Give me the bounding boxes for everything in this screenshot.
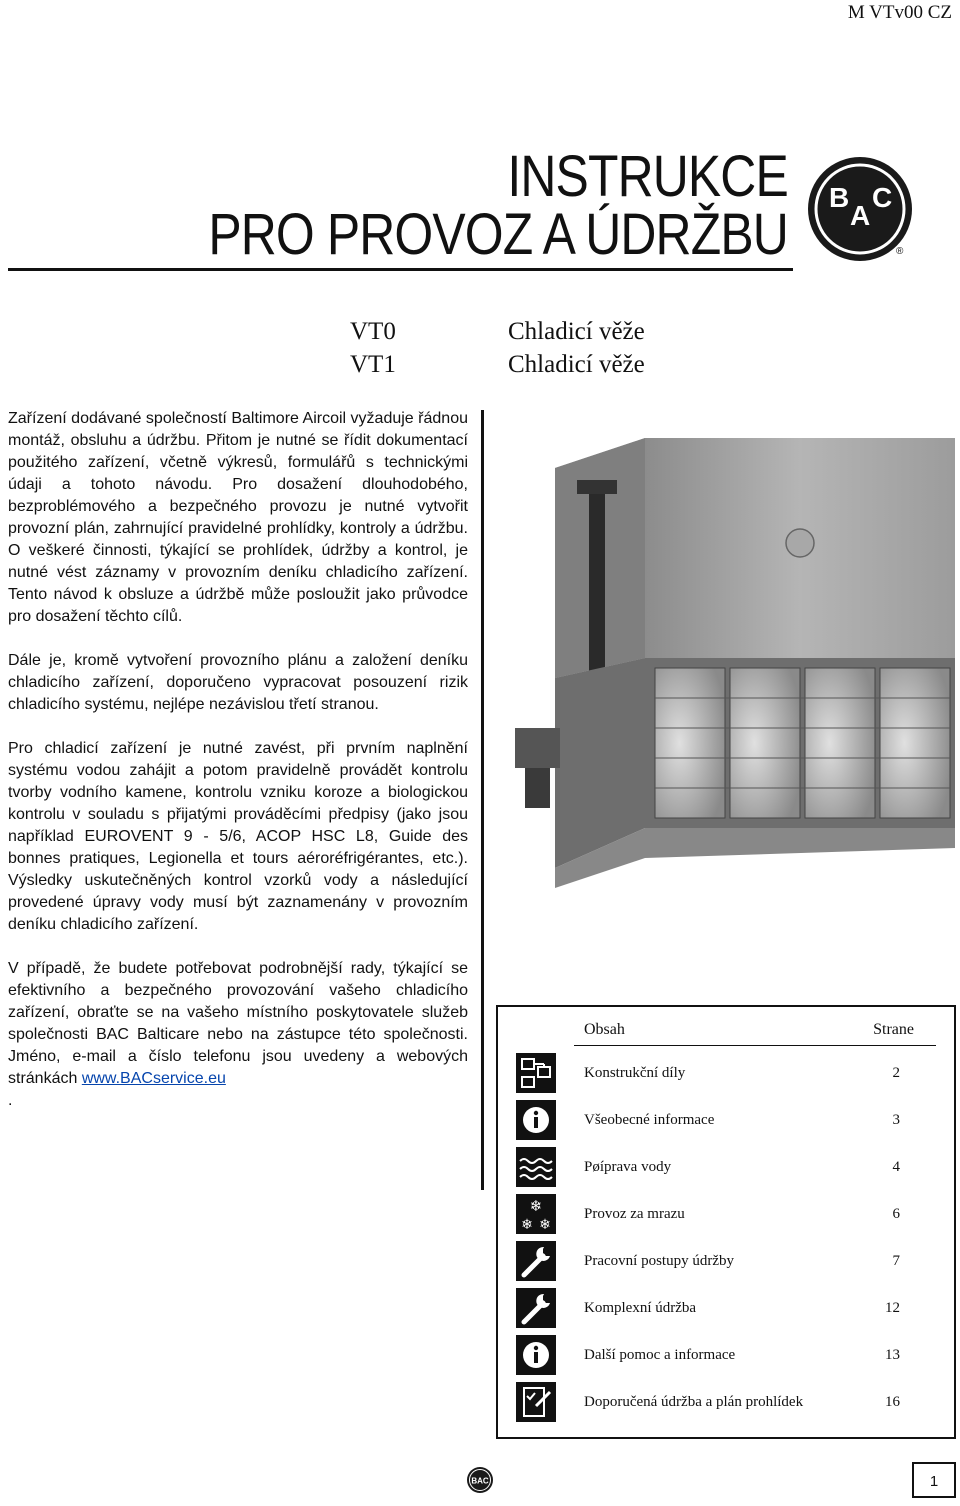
registered-mark: ®: [896, 246, 904, 257]
column-divider: [481, 410, 484, 1190]
contact-text: V případě, že budete potřebovat podrobnější rady, týkající se efektivního a bezpečného provozování vašeho chladicího zařízení, obraťte se na vašeho místního poskytovatele služeb společnosti BAC Balticare nebo na zástupce této společnosti. Jméno, e-mail a číslo telefonu jsou uvedeny a webových stránkách: [8, 960, 468, 1087]
toc-item-label: Doporučená údržba a plán prohlídek: [584, 1394, 804, 1410]
checklist-icon: [516, 1382, 556, 1422]
toc-item[interactable]: [516, 1288, 936, 1328]
svg-text:❄: ❄: [529, 1197, 543, 1215]
model-name: Chladicí věže: [508, 318, 645, 345]
paragraph-2: Dále je, kromě vytvoření provozního plánu a založení deníku chladicího zařízení, doporučeno vypracovat posouzení rizik chladicího systému, nejlépe nezávislou třetí stranou.: [8, 652, 468, 713]
toc-item-page: 16: [885, 1394, 900, 1410]
toc-item[interactable]: [516, 1147, 936, 1187]
wrench-icon: [516, 1288, 556, 1328]
svg-text:BAC: BAC: [471, 1476, 489, 1486]
model-row: [350, 315, 645, 348]
title-divider: [8, 268, 793, 271]
svg-text:C: C: [872, 182, 893, 213]
toc-item-label: Další pomoc a informace: [584, 1347, 736, 1363]
toc-item-page: 13: [885, 1347, 900, 1363]
model-row: [350, 348, 645, 381]
toc-item-page: 6: [892, 1206, 900, 1222]
toc-item[interactable]: [516, 1382, 936, 1422]
table-of-contents: [496, 1005, 956, 1439]
toc-item-page: 3: [892, 1112, 900, 1128]
svg-text:❄: ❄: [521, 1217, 533, 1233]
toc-item-page: 7: [892, 1253, 900, 1269]
water-waves-icon: [516, 1147, 556, 1187]
toc-item[interactable]: [516, 1100, 936, 1140]
toc-item-label: Provoz za mrazu: [584, 1206, 685, 1222]
toc-item-label: Pracovní postupy údržby: [584, 1253, 734, 1269]
contact-tail: .: [8, 1092, 13, 1109]
toc-item-page: 2: [892, 1065, 900, 1081]
paragraph-contact: [8, 958, 468, 1112]
page-title: [208, 144, 788, 267]
title-line-1: INSTRUKCE: [507, 144, 788, 209]
components-diagram-icon: [516, 1053, 556, 1093]
info-icon: [516, 1100, 556, 1140]
svg-text:❄: ❄: [539, 1217, 551, 1233]
toc-item[interactable]: [516, 1335, 936, 1375]
title-line-2: PRO PROVOZ A ÚDRŽBU: [208, 202, 788, 267]
document-code: M VTv00 CZ: [847, 2, 952, 23]
intro-text: [8, 408, 468, 1134]
toc-item-page: 4: [892, 1159, 900, 1175]
toc-divider: [574, 1045, 936, 1046]
toc-item-label: Konstrukční díly: [584, 1065, 686, 1081]
model-code: VT1: [350, 351, 396, 378]
toc-item[interactable]: [516, 1053, 936, 1093]
svg-text:A: A: [850, 200, 871, 231]
toc-item-page: 12: [885, 1300, 900, 1316]
info-icon: [516, 1335, 556, 1375]
wrench-icon: [516, 1241, 556, 1281]
model-name: Chladicí věže: [508, 351, 645, 378]
footer-bac-logo-icon: [466, 1466, 494, 1494]
toc-item[interactable]: [516, 1194, 936, 1234]
toc-item[interactable]: [516, 1241, 936, 1281]
toc-item-label: Všeobecné informace: [584, 1112, 715, 1128]
cooling-tower-photo: [515, 428, 955, 908]
model-list: [350, 315, 645, 381]
svg-text:B: B: [829, 182, 850, 213]
bacservice-link[interactable]: www.BACservice.eu: [81, 1070, 226, 1087]
page-number: 1: [912, 1462, 956, 1498]
toc-page-heading: Strane: [873, 1021, 914, 1038]
paragraph-3: Pro chladicí zařízení je nutné zavést, při prvním naplnění systému vodou zahájit a potom pravidelně provádět kontrolu tvorby vodního kamene, kontrolu vzniku koroze a biologickou kontrolu v souladu s přijatými prováděcími předpisy (jako jsou například EUROVENT 9 - 5/6, ACOP HSC L8, Guide des bonnes pratiques, Legionella et tours aéroréfrigérantes, etc.). Výsledky uskutečněných kontrol vzorků vody a následující provedené úpravy vody musí být zaznamenány v provozním deníku chladicího zařízení.: [8, 740, 468, 933]
toc-item-label: Komplexní údržba: [584, 1300, 697, 1316]
paragraph-1: Zařízení dodávané společností Baltimore Aircoil vyžaduje řádnou montáž, obsluhu a údržbu. Přitom je nutné se řídit dokumentací použitého zařízení, včetně výkresů, formulářů s technickými údaji a tohoto návodu. Pro dosažení dlouhodobého, bezproblémového a bezpečného provozu je nutné vytvořit provozní plán, zahrnující pravidelné prohlídky, kontroly a údržbu. O veškeré činnosti, týkající se prohlídek, údržby a kontrol, je nutné vést záznamy v provozním deníku chladicího zařízení. Tento návod k obsluze a údržbě může posloužit jako průvodce pro dosažení těchto cílů.: [8, 410, 468, 625]
snowflake-icon: [516, 1194, 556, 1234]
model-code: VT0: [350, 318, 396, 345]
toc-heading: Obsah: [584, 1021, 625, 1038]
toc-item-label: Pøíprava vody: [584, 1159, 672, 1175]
